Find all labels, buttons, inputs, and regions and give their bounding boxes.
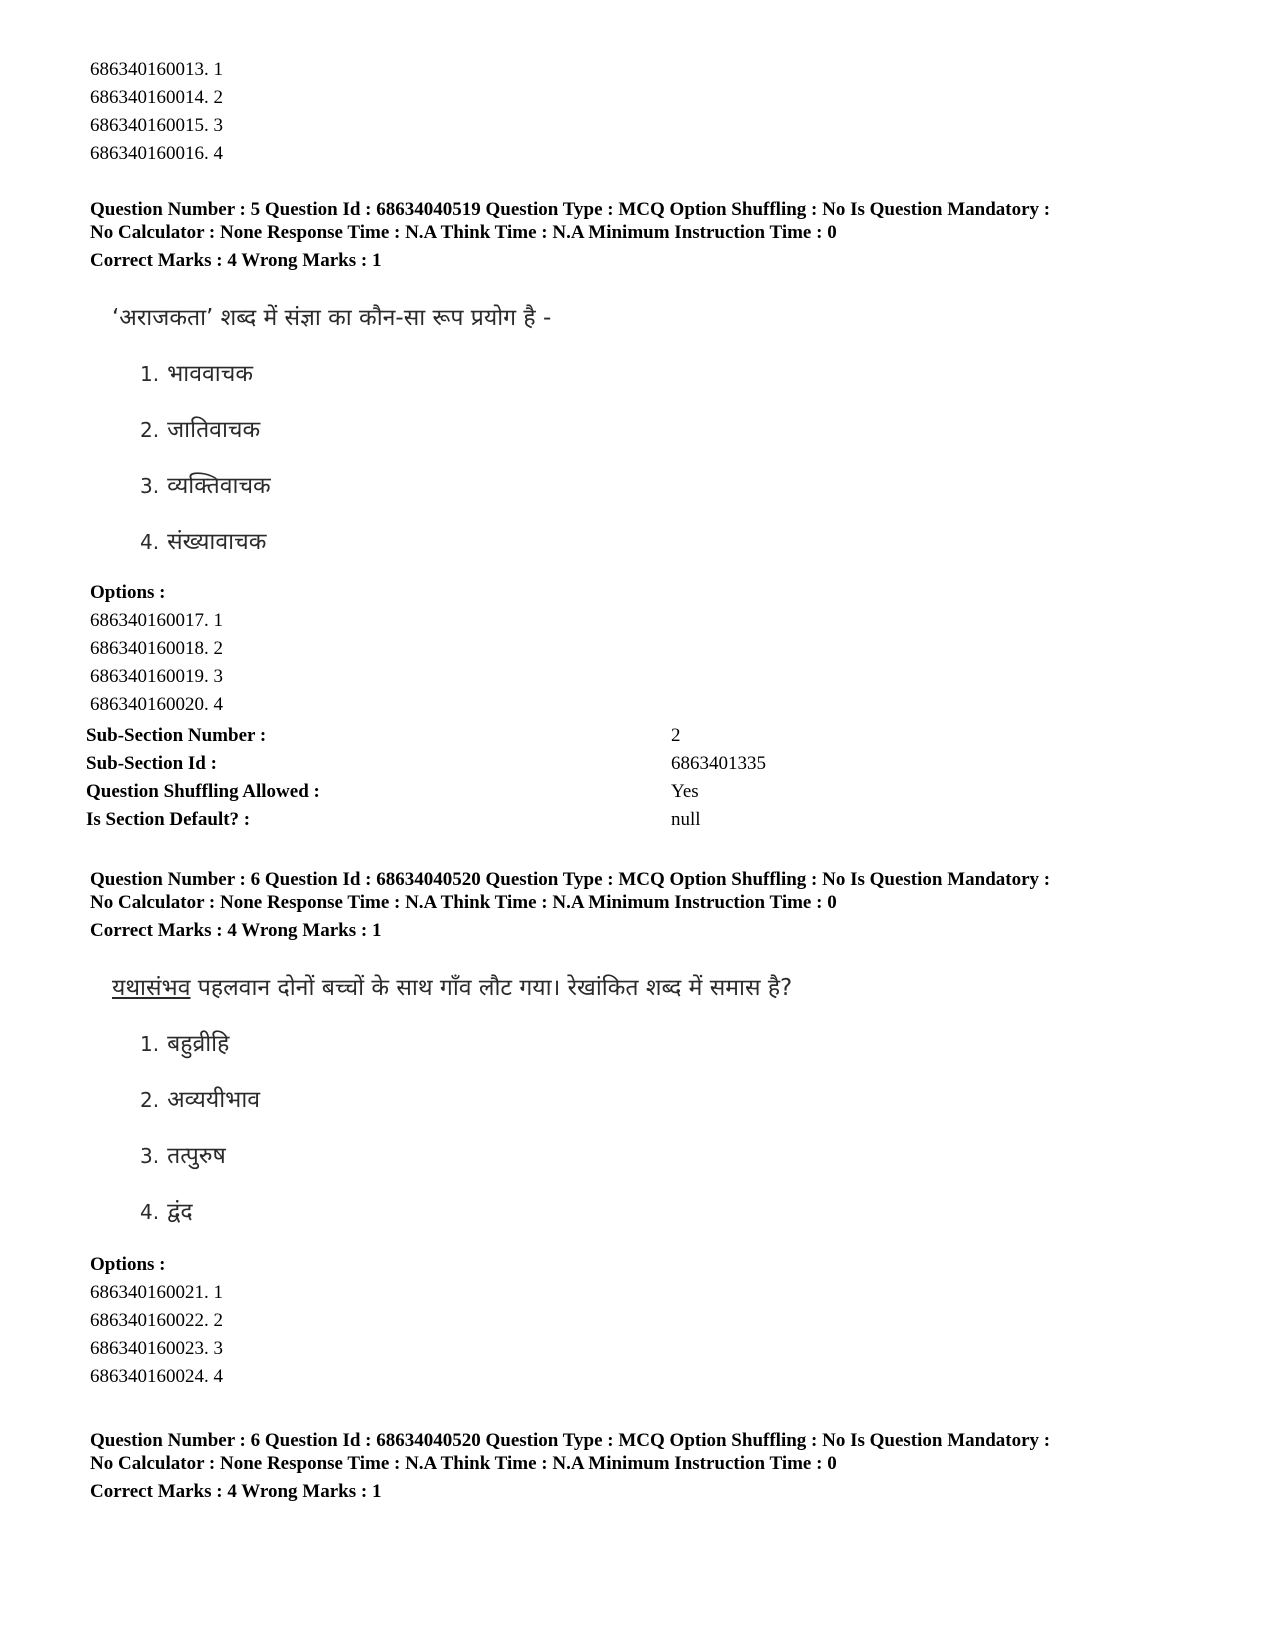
option-id-line: 686340160013. 1 bbox=[90, 59, 223, 80]
question-choice bbox=[140, 1197, 193, 1227]
choice-number: 3. bbox=[140, 1144, 160, 1168]
question-choice bbox=[140, 415, 260, 445]
question-shuffling-value: Yes bbox=[671, 781, 699, 802]
choice-number: 1. bbox=[140, 1032, 160, 1056]
choice-number: 2. bbox=[140, 1088, 160, 1112]
subsection-number-value: 2 bbox=[671, 725, 681, 746]
question-marks: Correct Marks : 4 Wrong Marks : 1 bbox=[90, 920, 382, 941]
choice-text: संख्यावाचक bbox=[167, 529, 267, 555]
choice-text: भाववाचक bbox=[167, 361, 254, 387]
option-id-line: 686340160020. 4 bbox=[90, 694, 223, 715]
option-id-line: 686340160022. 2 bbox=[90, 1310, 223, 1331]
question-header-line1: Question Number : 5 Question Id : 68634040519 Question Type : MCQ Option Shuffling : No Is Question Mandatory : bbox=[90, 199, 1051, 220]
subsection-id-value: 6863401335 bbox=[671, 753, 766, 774]
question-choice bbox=[140, 1141, 226, 1171]
option-id-line: 686340160021. 1 bbox=[90, 1282, 223, 1303]
choice-number: 1. bbox=[140, 362, 160, 386]
choice-text: जातिवाचक bbox=[167, 417, 261, 443]
choice-number: 4. bbox=[140, 530, 160, 554]
choice-text: द्वंद bbox=[167, 1199, 193, 1225]
question-choice bbox=[140, 527, 266, 557]
question-marks: Correct Marks : 4 Wrong Marks : 1 bbox=[90, 250, 382, 271]
question-choice bbox=[140, 1085, 260, 1115]
question-header-line2: No Calculator : None Response Time : N.A Think Time : N.A Minimum Instruction Time : 0 bbox=[90, 222, 837, 243]
question-text bbox=[112, 973, 792, 1003]
choice-text: अव्ययीभाव bbox=[167, 1087, 261, 1113]
question-text-rest: पहलवान दोनों बच्चों के साथ गाँव लौट गया। रेखांकित शब्द में समास है? bbox=[190, 975, 793, 1001]
options-label: Options : bbox=[90, 582, 166, 603]
question-choice bbox=[140, 359, 253, 389]
options-label: Options : bbox=[90, 1254, 166, 1275]
option-id-line: 686340160018. 2 bbox=[90, 638, 223, 659]
question-header-line1: Question Number : 6 Question Id : 68634040520 Question Type : MCQ Option Shuffling : No Is Question Mandatory : bbox=[90, 1430, 1051, 1451]
question-header-line2: No Calculator : None Response Time : N.A Think Time : N.A Minimum Instruction Time : 0 bbox=[90, 1453, 837, 1474]
underlined-word: यथासंभव bbox=[112, 975, 191, 1001]
option-id-line: 686340160024. 4 bbox=[90, 1366, 223, 1387]
question-shuffling-label: Question Shuffling Allowed : bbox=[86, 781, 320, 802]
option-id-line: 686340160014. 2 bbox=[90, 87, 223, 108]
subsection-id-label: Sub-Section Id : bbox=[86, 753, 217, 774]
question-header-line2: No Calculator : None Response Time : N.A Think Time : N.A Minimum Instruction Time : 0 bbox=[90, 892, 837, 913]
choice-number: 3. bbox=[140, 474, 160, 498]
option-id-line: 686340160017. 1 bbox=[90, 610, 223, 631]
question-choice bbox=[140, 1029, 229, 1059]
choice-number: 2. bbox=[140, 418, 160, 442]
section-default-label: Is Section Default? : bbox=[86, 809, 251, 830]
choice-text: व्यक्तिवाचक bbox=[167, 473, 271, 499]
choice-text: तत्पुरुष bbox=[167, 1143, 226, 1169]
question-header-line1: Question Number : 6 Question Id : 68634040520 Question Type : MCQ Option Shuffling : No Is Question Mandatory : bbox=[90, 869, 1051, 890]
choice-number: 4. bbox=[140, 1200, 160, 1224]
section-default-value: null bbox=[671, 809, 701, 830]
option-id-line: 686340160015. 3 bbox=[90, 115, 223, 136]
option-id-line: 686340160019. 3 bbox=[90, 666, 223, 687]
choice-text: बहुव्रीहि bbox=[167, 1031, 230, 1057]
question-marks: Correct Marks : 4 Wrong Marks : 1 bbox=[90, 1481, 382, 1502]
question-text: ‘अराजकता’ शब्द में संज्ञा का कौन-सा रूप प्रयोग है - bbox=[112, 305, 552, 331]
option-id-line: 686340160023. 3 bbox=[90, 1338, 223, 1359]
subsection-number-label: Sub-Section Number : bbox=[86, 725, 267, 746]
question-choice bbox=[140, 471, 271, 501]
option-id-line: 686340160016. 4 bbox=[90, 143, 223, 164]
